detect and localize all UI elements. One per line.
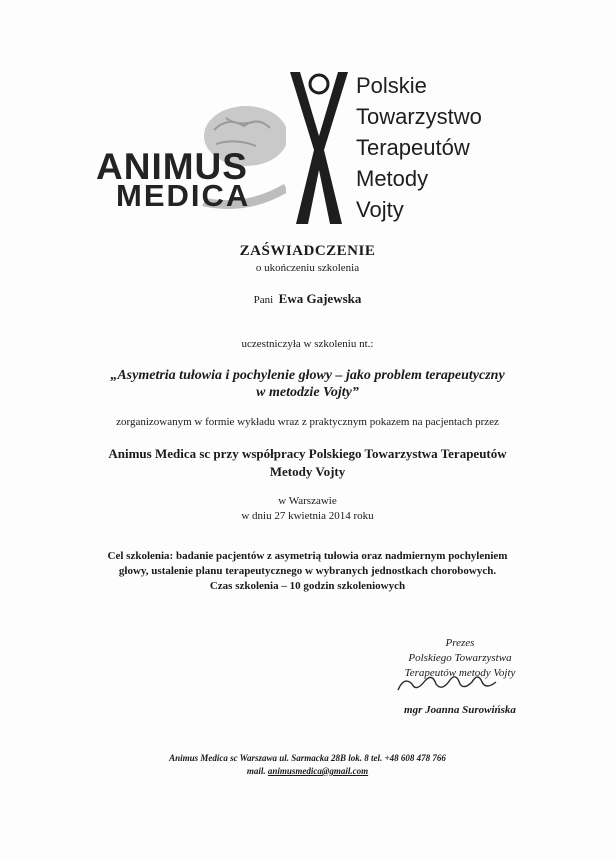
date: w dniu 27 kwietnia 2014 roku xyxy=(241,510,374,522)
topic-line: w metodzie Vojty” xyxy=(256,385,359,400)
logo-text-medica: MEDICA xyxy=(116,178,251,213)
logo-text-animus: ANIMUS xyxy=(96,146,248,187)
signer-org: Polskiego Towarzystwa xyxy=(408,652,512,664)
organizer-line: Animus Medica sc przy współpracy Polskiego Towarzystwa Terapeutów xyxy=(108,446,507,461)
signer-name: mgr Joanna Surowińska xyxy=(404,704,516,716)
place: w Warszawie xyxy=(278,495,337,507)
signature-block xyxy=(380,636,540,718)
certificate-subtitle: o ukończeniu szkolenia xyxy=(255,262,360,274)
logo-line: Vojty xyxy=(356,197,404,222)
footer xyxy=(0,752,615,778)
footer-mail xyxy=(0,765,615,778)
mail-label: mail. xyxy=(246,766,266,776)
took-part-text: uczestniczyła w szkoleniu nt.: xyxy=(241,338,374,350)
signer-role: Prezes xyxy=(445,637,475,649)
footer-address: Animus Medica sc Warszawa ul. Sarmacka 28B lok. 8 tel. +48 608 478 766 xyxy=(169,753,446,763)
goal-line: Cel szkolenia: badanie pacjentów z asymetrią tułowia oraz nadmiernym pochyleniem xyxy=(107,550,508,562)
organized-text: zorganizowanym w formie wykładu wraz z praktycznym pokazem na pacjentach przez xyxy=(116,416,499,428)
logo-line: Terapeutów xyxy=(356,135,470,160)
ptt-vojty-logo xyxy=(288,70,498,230)
email-link[interactable]: animusmedica@gmail.com xyxy=(267,766,369,776)
topic-line: „Asymetria tułowia i pochylenie głowy – jako problem terapeutyczny xyxy=(110,368,505,383)
place-and-date xyxy=(0,494,615,524)
goal-line: głowy, ustalenie planu terapeutycznego w wybranych jednostkach chorobowych. xyxy=(118,565,497,577)
certificate-title: ZAŚWIADCZENIE xyxy=(239,243,376,259)
recipient-name: Ewa Gajewska xyxy=(278,291,362,306)
signer-org: Terapeutów metody Vojty xyxy=(404,667,516,679)
handwritten-signature xyxy=(394,674,504,696)
logo-line: Metody xyxy=(356,166,429,191)
logo-line: Polskie xyxy=(356,73,427,98)
organizer xyxy=(0,445,615,481)
vojta-figure-icon xyxy=(288,70,354,226)
duration: Czas szkolenia – 10 godzin szkoleniowych xyxy=(209,580,406,592)
training-goal xyxy=(0,549,615,594)
logo-text-ptt xyxy=(356,70,482,225)
animus-medica-logo xyxy=(96,100,286,212)
logo-line: Towarzystwo xyxy=(356,104,482,129)
training-topic xyxy=(0,367,615,401)
organizer-line: Metody Vojty xyxy=(269,464,346,479)
recipient-prefix: Pani xyxy=(253,294,274,306)
recipient xyxy=(0,291,615,307)
